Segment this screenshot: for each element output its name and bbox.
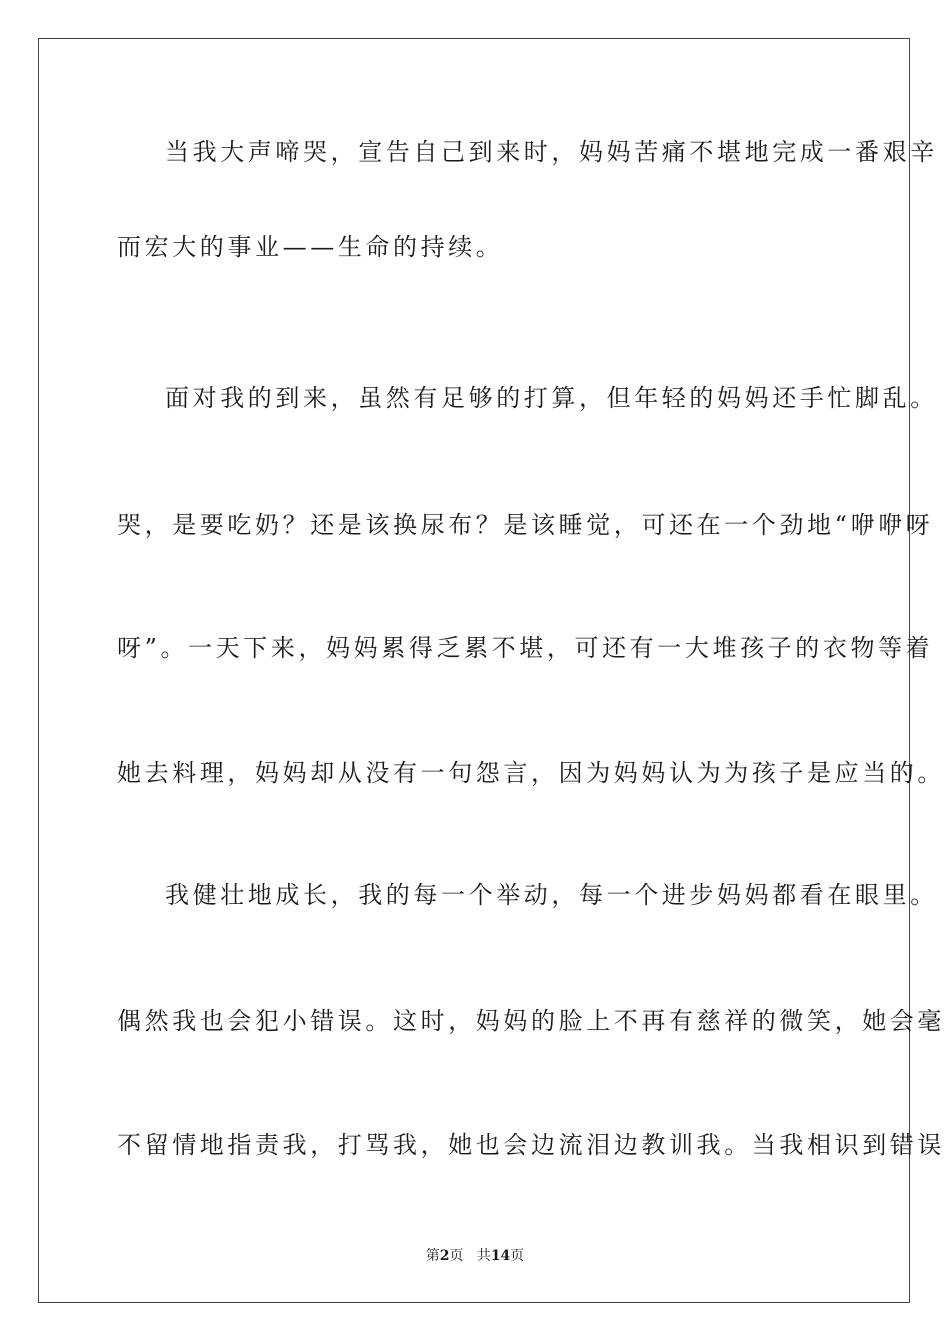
total-suffix: 页 — [510, 1248, 525, 1264]
total-page-count: 14 — [490, 1248, 511, 1264]
text-line-1: 当我大声啼哭，宣告自己到来时，妈妈苦痛不堪地完成一番艰辛 — [165, 138, 938, 166]
current-page-number: 2 — [439, 1248, 450, 1264]
text-line-2: 而宏大的事业——生命的持续。 — [117, 233, 504, 261]
text-line-6: 她去料理，妈妈却从没有一句怨言，因为妈妈认为为孩子是应当的。 — [117, 759, 945, 787]
page-footer — [0, 1245, 950, 1265]
total-prefix: 共 — [476, 1248, 491, 1264]
page-border — [38, 38, 945, 1303]
page-prefix: 第 — [425, 1248, 440, 1264]
text-line-9: 不留情地指责我，打骂我，她也会边流泪边教训我。当我相识到错误 — [117, 1131, 945, 1159]
text-line-3: 面对我的到来，虽然有足够的打算，但年轻的妈妈还手忙脚乱。 — [165, 384, 938, 412]
text-line-8: 偶然我也会犯小错误。这时，妈妈的脸上不再有慈祥的微笑，她会毫 — [117, 1007, 945, 1035]
text-line-7: 我健壮地成长，我的每一个举动，每一个进步妈妈都看在眼里。 — [165, 881, 938, 909]
page-suffix: 页 — [449, 1248, 464, 1264]
text-line-5: 呀”。一天下来，妈妈累得乏累不堪，可还有一大堆孩子的衣物等着 — [117, 634, 934, 662]
text-line-4: 哭，是要吃奶？还是该换尿布？是该睡觉，可还在一个劲地“咿咿呀 — [117, 511, 934, 539]
